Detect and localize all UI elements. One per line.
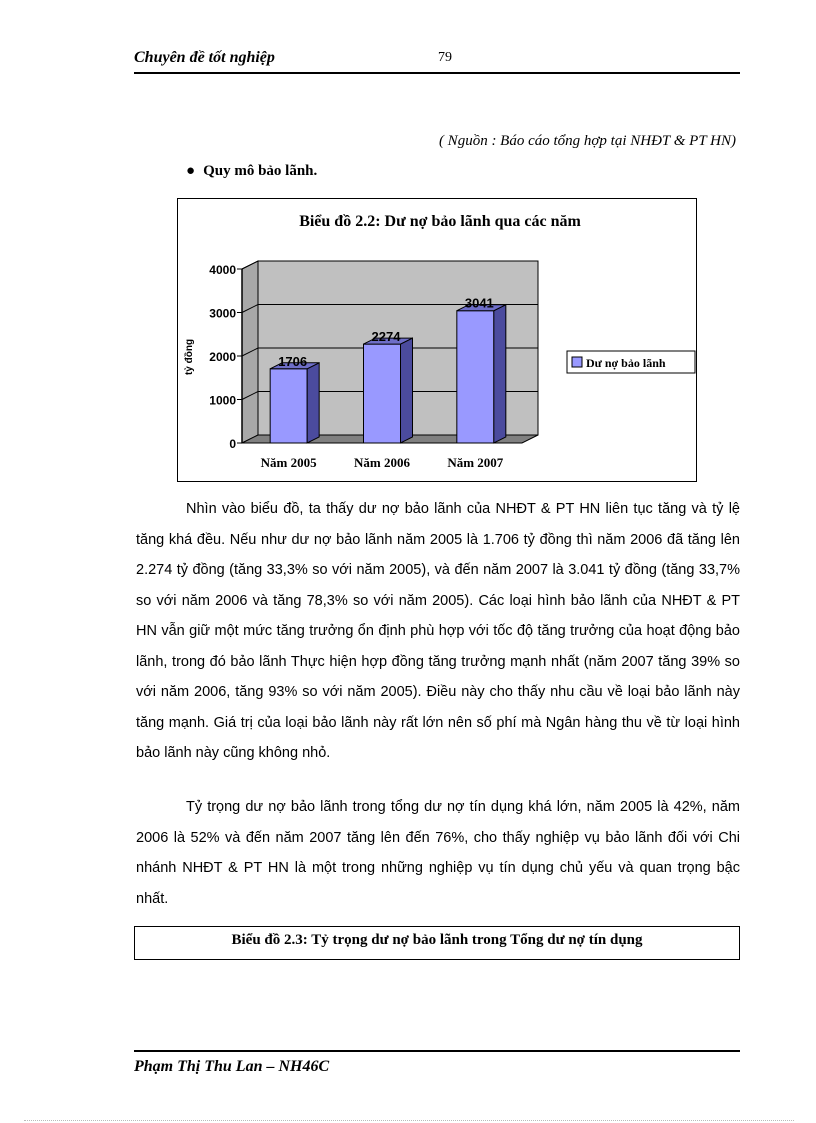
bar-front: [364, 344, 401, 443]
bar-data-label: 1706: [278, 353, 308, 369]
bar-front: [457, 311, 494, 443]
chart-2-3-caption: Biểu đồ 2.3: Tỷ trọng dư nợ bảo lãnh trong Tổng dư nợ tín dụng: [134, 926, 740, 960]
bar-data-label: 2274: [371, 329, 401, 345]
chart-title: Biểu đồ 2.2: Dư nợ bảo lãnh qua các năm: [299, 213, 581, 230]
bullet-item: [186, 163, 317, 180]
legend-swatch: [572, 357, 582, 367]
paragraph-1: Nhìn vào biểu đồ, ta thấy dư nợ bảo lãnh của NHĐT & PT HN liên tục tăng và tỷ lệ tăng khá đều. Nếu như dư nợ bảo lãnh năm 2005 là 1.706 tỷ đồng thì năm 2006 đã tăng lên 2.274 tỷ đồng (tăng 33,3% so với năm 2005), và đến năm 2007 là 3.041 tỷ đồng (tăng 33,7% so với năm 2006 và tăng 78,3% so với năm 2005). Các loại hình bảo lãnh của NHĐT & PT HN vẫn giữ một mức tăng trưởng ổn định phù hợp với tốc độ tăng trưởng của hoạt động bảo lãnh, trong đó bảo lãnh Thực hiện hợp đồng tăng trưởng mạnh nhất (năm 2007 tăng 39% so với năm 2006, tăng 93% so với năm 2005). Điều này cho thấy nhu cầu về loại bảo lãnh này tăng mạnh. Giá trị của loại bảo lãnh này rất lớn nên số phí mà Ngân hàng thu về từ loại hình bảo lãnh này cũng không nhỏ.: [136, 501, 740, 761]
y-tick-label: 3000: [209, 306, 236, 321]
bar-front: [270, 369, 307, 443]
paragraph-2: Tỷ trọng dư nợ bảo lãnh trong tổng dư nợ tín dụng khá lớn, năm 2005 là 42%, năm 2006 là 52% và đến năm 2007 tăng lên đến 76%, cho thấy nghiệp vụ bảo lãnh đối với Chi nhánh NHĐT & PT HN là một trong những nghiệp vụ tín dụng chủ yếu và quan trọng bậc nhất.: [136, 799, 740, 907]
x-category-label: Năm 2007: [447, 455, 504, 470]
legend-label: Dư nợ bảo lãnh: [586, 356, 666, 370]
page-footer: [134, 1050, 740, 1075]
x-category-label: Năm 2006: [354, 455, 410, 470]
y-tick-label: 2000: [209, 350, 236, 364]
y-tick-label: 4000: [209, 263, 236, 277]
source-note: ( Nguồn : Báo cáo tổng hợp tại NHĐT & PT HN): [438, 133, 736, 149]
header-title: Chuyên đề tốt nghiệp: [134, 49, 275, 66]
y-tick-label: 0: [229, 437, 236, 451]
x-category-label: Năm 2005: [260, 455, 317, 470]
bar-side: [401, 338, 413, 443]
chart-frame: [177, 198, 697, 482]
y-tick-label: 1000: [209, 393, 236, 408]
bullet-dot-icon: ●: [186, 163, 196, 179]
bar-side: [494, 305, 506, 443]
page-header: [134, 46, 740, 74]
footer-author: Phạm Thị Thu Lan – NH46C: [134, 1058, 330, 1075]
bar-side: [307, 363, 319, 443]
page-number: 79: [438, 50, 452, 65]
bar-chart: [178, 199, 696, 481]
page-edge-divider: [24, 1120, 794, 1121]
bar-data-label: 3041: [464, 295, 494, 311]
y-axis-label: tỷ đồng: [184, 338, 195, 376]
bullet-text: Quy mô bảo lãnh.: [203, 163, 318, 179]
